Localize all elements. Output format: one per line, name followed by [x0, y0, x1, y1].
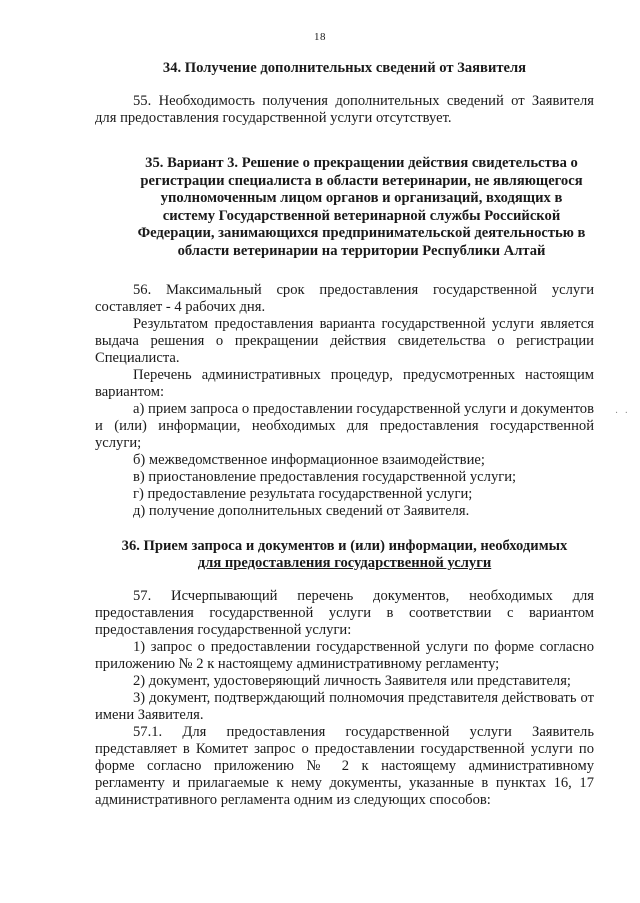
list-item-2: 2) документ, удостоверяющий личность Заявителя или представителя; [133, 673, 571, 689]
scan-artifact: · · [614, 408, 630, 419]
paragraph-procedures-intro: Перечень административных процедур, предусмотренных настоящим вариантом: [95, 367, 594, 400]
list-item-g: г) предоставление результата государственной услуги; [133, 486, 473, 502]
page-number: 18 [314, 31, 326, 43]
page-content [95, 60, 594, 809]
list-item-v: в) приостановление предоставления государственной услуги; [133, 469, 517, 485]
section-36-heading-line1: 36. Прием запроса и документов и (или) информации, необходимых [121, 538, 568, 554]
section-36-heading-line2: для предоставления государственной услуги [197, 555, 492, 571]
section-34-heading: 34. Получение дополнительных сведений от Заявителя [162, 60, 527, 76]
list-item-d: д) получение дополнительных сведений от Заявителя. [133, 503, 470, 519]
list-item-a: а) прием запроса о предоставлении государственной услуги и документов и (или) информации, необходимых для предоставления государственной услуги; [95, 401, 594, 451]
section-35-heading: 35. Вариант 3. Решение о прекращении действия свидетельства о регистрации специалиста в области ветеринарии, не являющегося уполномоченным лицом органов и организаций, входящих в систему Государственной ветеринарной службы Российской Федерации, занимающихся предпринимательской деятельностью в области ветеринарии на территории Республики Алтай [137, 155, 586, 259]
paragraph-57: 57. Исчерпывающий перечень документов, необходимых для предоставления государственной услуги в соответствии с вариантом предоставления государственной услуги: [95, 588, 594, 638]
paragraph-result: Результатом предоставления варианта государственной услуги является выдача решения о прекращении действия свидетельства о регистрации Специалиста. [95, 316, 594, 366]
paragraph-57-1: 57.1. Для предоставления государственной услуги Заявитель представляет в Комитет запрос о предоставлении государственной услуги по форме согласно приложению № 2 к настоящему административному регламенту и прилагаемые к нему документы, указанные в пунктах 16, 17 административного регламента одним из следующих способов: [95, 724, 594, 808]
list-item-1: 1) запрос о предоставлении государственной услуги по форме согласно приложению № 2 к настоящему административному регламенту; [95, 639, 594, 672]
list-item-b: б) межведомственное информационное взаимодействие; [133, 452, 485, 468]
list-item-3: 3) документ, подтверждающий полномочия представителя действовать от имени Заявителя. [95, 690, 594, 723]
paragraph-56: 56. Максимальный срок предоставления государственной услуги составляет - 4 рабочих дня. [95, 282, 594, 315]
section-36-heading [95, 538, 594, 572]
paragraph-55: 55. Необходимость получения дополнительных сведений от Заявителя для предоставления государственной услуги отсутствует. [95, 93, 594, 126]
